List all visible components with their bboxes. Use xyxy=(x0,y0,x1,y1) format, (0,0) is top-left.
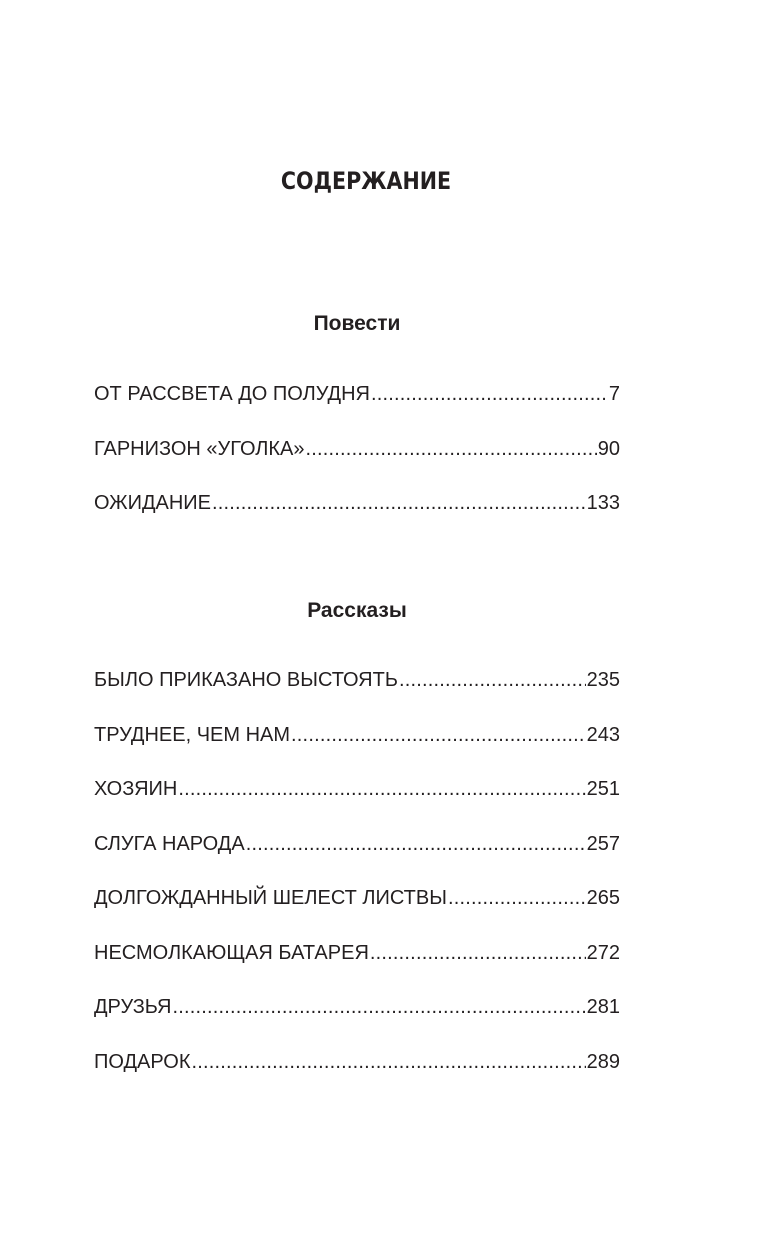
toc-section-povesti xyxy=(94,310,620,546)
section-heading: Рассказы xyxy=(307,599,407,622)
toc-entry-title: СЛУГА НАРОДА xyxy=(94,832,245,855)
toc-entry[interactable] xyxy=(94,941,620,996)
dot-leader xyxy=(306,437,597,461)
toc-entry[interactable] xyxy=(94,723,620,778)
toc-entry-page: 133 xyxy=(586,492,620,514)
toc-entry-page: 243 xyxy=(586,723,620,746)
toc-entry-title: ДОЛГОЖДАННЫЙ ШЕЛЕСТ ЛИСТВЫ xyxy=(94,887,447,909)
toc-entry-title: ОТ РАССВЕТА ДО ПОЛУДНЯ xyxy=(94,383,370,405)
toc-entry-title: ДРУЗЬЯ xyxy=(94,996,172,1018)
dot-leader xyxy=(399,668,586,692)
toc-entry[interactable] xyxy=(94,382,620,437)
toc-entry[interactable] xyxy=(94,491,620,546)
dot-leader xyxy=(172,995,585,1019)
toc-entry-page: 281 xyxy=(586,996,620,1018)
toc-list xyxy=(94,668,620,1104)
toc-entry-page: 251 xyxy=(586,778,620,800)
toc-entry-page: 257 xyxy=(586,832,620,855)
toc-entry-title: ГАРНИЗОН «УГОЛКА» xyxy=(94,437,305,460)
dot-leader xyxy=(371,382,608,406)
toc-list xyxy=(94,382,620,546)
toc-entry-page: 7 xyxy=(608,383,620,405)
dot-leader xyxy=(370,941,586,965)
toc-entry-title: ХОЗЯИН xyxy=(94,778,178,800)
toc-entry[interactable] xyxy=(94,886,620,941)
toc-entry-title: ОЖИДАНИЕ xyxy=(94,492,212,514)
dot-leader xyxy=(191,1050,585,1074)
toc-entry-title: ТРУДНЕЕ, ЧЕМ НАМ xyxy=(94,723,291,746)
toc-entry[interactable] xyxy=(94,832,620,887)
dot-leader xyxy=(212,491,586,515)
toc-section-rasskazy xyxy=(94,597,620,1104)
toc-entry-page: 289 xyxy=(586,1050,620,1073)
toc-entry[interactable] xyxy=(94,668,620,723)
toc-entry-page: 272 xyxy=(586,941,620,964)
toc-entry[interactable] xyxy=(94,777,620,832)
dot-leader xyxy=(448,886,586,910)
dot-leader xyxy=(291,723,586,747)
toc-entry-title: НЕСМОЛКАЮЩАЯ БАТАРЕЯ xyxy=(94,941,369,964)
toc-entry-page: 90 xyxy=(597,437,620,460)
toc-entry-title: ПОДАРОК xyxy=(94,1050,191,1073)
page-title: СОДЕРЖАНИЕ xyxy=(280,167,452,195)
toc-entry-page: 235 xyxy=(586,669,620,691)
dot-leader xyxy=(246,832,586,856)
section-heading: Повести xyxy=(313,312,401,335)
toc-entry-title: БЫЛО ПРИКАЗАНО ВЫСТОЯТЬ xyxy=(94,669,398,691)
toc-entry-page: 265 xyxy=(586,887,620,909)
dot-leader xyxy=(178,777,585,801)
toc-entry[interactable] xyxy=(94,1050,620,1105)
toc-entry[interactable] xyxy=(94,995,620,1050)
toc-entry[interactable] xyxy=(94,437,620,492)
